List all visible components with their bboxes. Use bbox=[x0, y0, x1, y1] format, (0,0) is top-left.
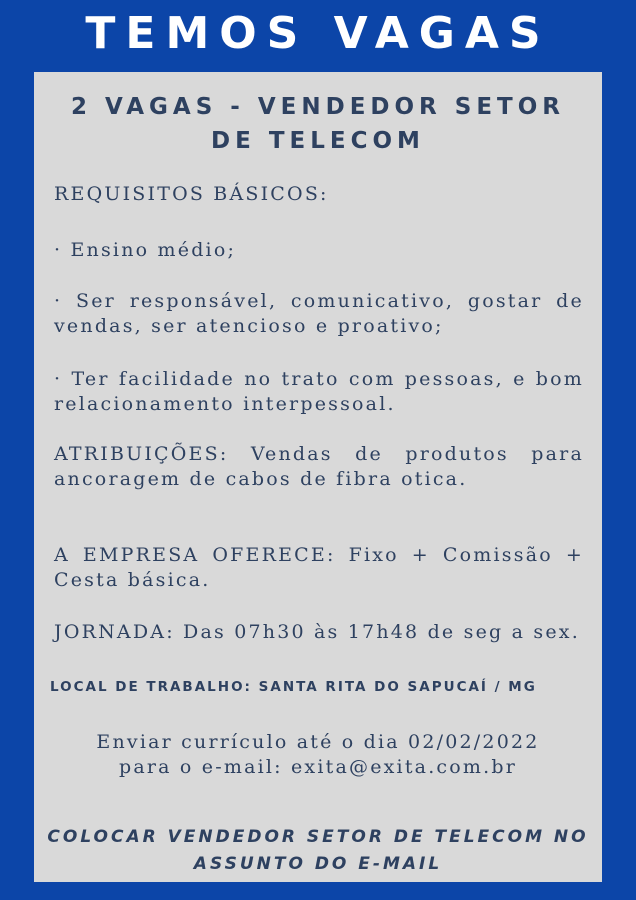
requirement-item: · Ensino médio; bbox=[54, 239, 237, 261]
requirements-heading: REQUISITOS BÁSICOS: bbox=[54, 183, 329, 205]
requirement-item: · Ter facilidade no trato com pessoas, e bom relacionamento interpessoal. bbox=[54, 368, 584, 415]
headline-line-1: 2 VAGAS - VENDEDOR SETOR bbox=[70, 94, 565, 120]
work-location: LOCAL DE TRABALHO: SANTA RITA DO SAPUCAÍ / MG bbox=[50, 679, 537, 695]
subject-line-1: COLOCAR VENDEDOR SETOR DE TELECOM NO bbox=[47, 827, 589, 847]
subject-instructions bbox=[34, 824, 602, 878]
job-headline bbox=[34, 90, 602, 158]
requirement-item: · Ser responsável, comunicativo, gostar de vendas, ser atencioso e proativo; bbox=[54, 290, 584, 337]
application-line-2: para o e-mail: exita@exita.com.br bbox=[118, 756, 518, 778]
schedule-text: JORNADA: Das 07h30 às 17h48 de seg a sex. bbox=[54, 621, 580, 643]
application-instructions bbox=[44, 730, 592, 780]
job-card bbox=[34, 72, 602, 882]
page-title: TEMOS VAGAS bbox=[85, 8, 551, 59]
duties-text: ATRIBUIÇÕES: Vendas de produtos para ancoragem de cabos de fibra otica. bbox=[54, 443, 584, 490]
headline-line-2: DE TELECOM bbox=[211, 128, 425, 154]
subject-line-2: ASSUNTO DO E-MAIL bbox=[193, 854, 443, 874]
benefits-text: A EMPRESA OFERECE: Fixo + Comissão + Cesta básica. bbox=[54, 544, 584, 591]
application-line-1: Enviar currículo até o dia 02/02/2022 bbox=[96, 731, 540, 753]
